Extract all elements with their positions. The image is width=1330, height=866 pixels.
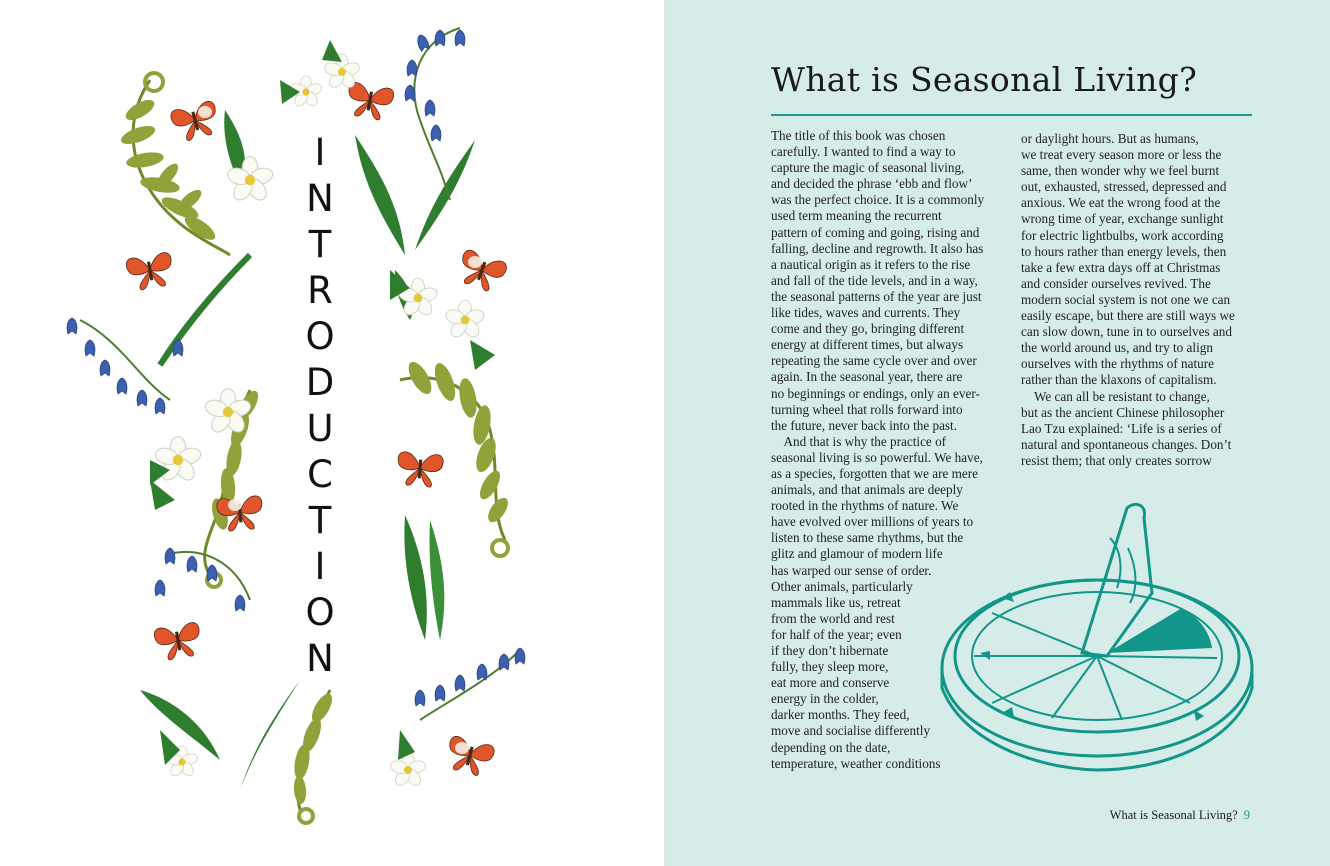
body-text-line: glitz and glamour of modern life [771, 546, 943, 562]
title-letter: N [306, 637, 334, 680]
title-letter: U [306, 407, 334, 450]
title-letter: C [307, 453, 333, 496]
body-text-line: come and they go, bringing different [771, 321, 965, 337]
body-text-line: And that is why the practice of [771, 433, 947, 449]
title-letter: I [314, 131, 326, 174]
body-text-line: turning wheel that rolls forward into [771, 401, 963, 417]
body-text-line: energy in the colder, [771, 691, 879, 707]
body-text-line: We can all be resistant to change, [1021, 388, 1210, 404]
body-text-line: falling, decline and regrowth. It also has [771, 240, 984, 256]
title-letter: O [305, 315, 335, 358]
body-text-line: take a few extra days off at Christmas [1021, 259, 1221, 275]
sundial-icon [932, 478, 1262, 808]
body-text-line: fully, they sleep more, [771, 659, 889, 675]
body-text-line: listen to these same rhythms, but the [771, 530, 964, 546]
body-text-line: same, then wonder why we feel burnt [1021, 163, 1220, 179]
body-text-line: to hours rather than energy levels, then [1021, 243, 1227, 259]
body-text-line: for half of the year; even [771, 626, 902, 642]
title-letter: T [308, 499, 332, 542]
heading-divider [771, 114, 1252, 116]
body-text-line: can slow down, tune in to ourselves and [1021, 324, 1232, 340]
body-text-line: have evolved over millions of years to [771, 514, 974, 530]
body-text-line: repeating the same cycle over and over [771, 353, 977, 369]
body-text-line: and consider ourselves revived. The [1021, 275, 1211, 291]
body-text-line: darker months. They feed, [771, 707, 910, 723]
body-text-line: seasonal living is so powerful. We have, [771, 449, 983, 465]
body-text-line: no beginnings or endings, only an ever- [771, 385, 980, 401]
running-footer [1110, 808, 1250, 823]
body-text-line: like tides, waves and currents. They [771, 305, 961, 321]
body-text-column-right [1021, 131, 1251, 469]
body-text-line: move and socialise differently [771, 723, 931, 739]
page-number: 9 [1243, 808, 1250, 822]
body-text-line: has warped our sense of order. [771, 562, 932, 578]
right-page [666, 0, 1330, 866]
body-text-line: as a species, forgotten that we are mere [771, 465, 979, 481]
body-text-line: the future, never back into the past. [771, 417, 958, 433]
body-text-line: from the world and rest [771, 610, 895, 626]
body-text-column-left [771, 128, 985, 772]
body-text-line: modern social system is not one we can [1021, 291, 1231, 307]
body-text-line: Lao Tzu explained: ‘Life is a series of [1021, 420, 1222, 436]
title-letter: T [308, 223, 332, 266]
body-text-line: again. In the seasonal year, there are [771, 369, 963, 385]
body-text-line: wrong time of year, exchange sunlight [1021, 211, 1224, 227]
title-letter: D [305, 361, 335, 404]
body-text-line: easily escape, but there are still ways we [1021, 308, 1235, 324]
body-text-line: a nautical origin as it refers to the rise [771, 256, 971, 272]
body-text-line: the world around us, and try to align [1021, 340, 1213, 356]
body-text-line: resist them; that only creates sorrow [1021, 452, 1212, 468]
title-letter: N [306, 177, 334, 220]
body-text-line: Other animals, particularly [771, 578, 913, 594]
introduction-vertical-title [296, 131, 344, 680]
page-title: What is Seasonal Living? [771, 60, 1198, 99]
title-letter: I [314, 545, 326, 588]
body-text-line: eat more and conserve [771, 675, 890, 691]
body-text-line: capture the magic of seasonal living, [771, 160, 965, 176]
body-text-line: rather than the klaxons of capitalism. [1021, 372, 1217, 388]
footer-running-title: What is Seasonal Living? [1109, 808, 1238, 822]
body-text-line: rooted in the rhythms of nature. We [771, 498, 959, 514]
body-text-line: was the perfect choice. It is a commonly [771, 192, 985, 208]
body-text-line: but as the ancient Chinese philosopher [1021, 404, 1225, 420]
body-text-line: the seasonal patterns of the year are just [771, 288, 982, 304]
body-text-line: used term meaning the recurrent [771, 208, 942, 224]
title-letter: O [305, 591, 335, 634]
body-text-line: we treat every season more or less the [1021, 147, 1222, 163]
body-text-line: anxious. We eat the wrong food at the [1021, 195, 1221, 211]
body-text-line: animals, and that animals are deeply [771, 482, 963, 498]
body-text-line: pattern of coming and going, rising and [771, 224, 980, 240]
fern-icon [400, 358, 512, 556]
body-text-line: ourselves with the rhythms of nature [1021, 356, 1215, 372]
body-text-line: energy at different times, but always [771, 337, 964, 353]
body-text-line: or daylight hours. But as humans, [1021, 131, 1199, 146]
body-text-line: out, exhausted, stressed, depressed and [1021, 179, 1227, 195]
body-text-line: The title of this book was chosen [771, 128, 946, 143]
body-text-line: for electric lightbulbs, work according [1021, 227, 1224, 243]
body-text-line: and fall of the tide levels, and in a way, [771, 272, 978, 288]
body-text-line: if they don’t hibernate [771, 643, 889, 658]
body-text-line: natural and spontaneous changes. Don’t [1021, 436, 1232, 452]
fern-icon [119, 73, 230, 255]
body-text-line: carefully. I wanted to find a way to [771, 144, 956, 160]
body-text-line: and decided the phrase ‘ebb and flow’ [771, 176, 973, 192]
body-text-line: mammals like us, retreat [771, 594, 901, 610]
title-letter: R [307, 269, 333, 312]
body-text-line: depending on the date, [771, 739, 891, 755]
body-text-line: temperature, weather conditions [771, 755, 941, 771]
fern-icon [292, 690, 336, 823]
